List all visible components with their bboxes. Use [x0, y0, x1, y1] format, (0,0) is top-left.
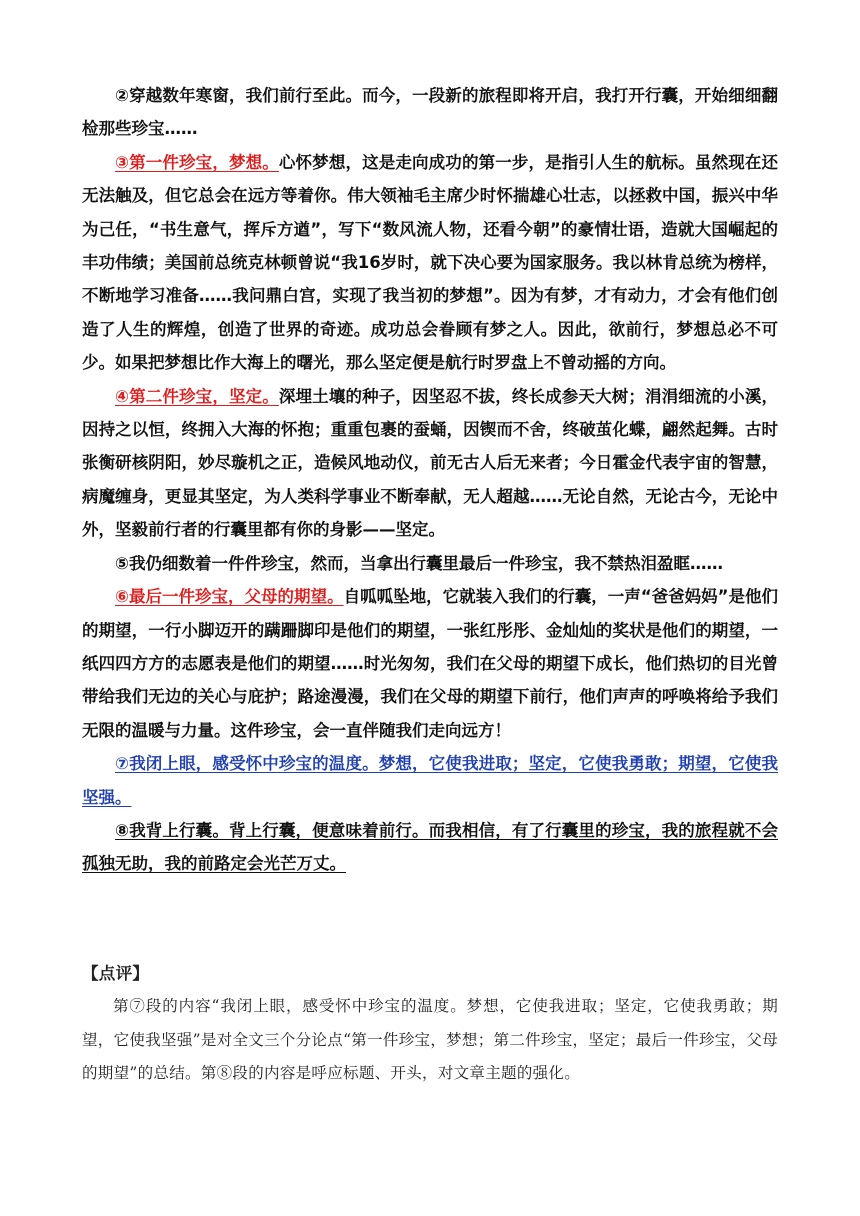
paragraph-5-text: ⑤我仍细数着一件件珍宝，然而，当拿出行囊里最后一件珍宝，我不禁热泪盈眶……: [115, 553, 723, 573]
commentary-heading: 【点评】: [82, 964, 150, 983]
commentary-text: 第⑦段的内容“我闭上眼，感受怀中珍宝的温度。梦想，它使我进取；坚定，它使我勇敢；期望，它使我坚强”是对全文三个分论点“第一件珍宝，梦想；第二件珍宝，坚定；最后一件珍宝，父母的期望”的总结。第⑧段的内容是呼应标题、开头，对文章主题的强化。: [82, 997, 778, 1083]
paragraph-4-text: 深埋土壤的种子，因坚忍不拔，终长成参天大树；涓涓细流的小溪，因持之以恒，终拥入大海的怀抱；重重包裹的蚕蛹，因锲而不舍，终破茧化蝶，翩然起舞。古时张衡研核阴阳，妙尽璇机之正，造候风地动仪，前无古人后无来者；今日霍金代表宇宙的智慧，病魔缠身，更显其坚定，为人类科学事业不断奉献，无人超越……无论自然，无论古今，无论中外，坚毅前行者的行囊里都有你的身影——坚定。: [82, 386, 778, 540]
paragraph-6: [82, 580, 778, 747]
paragraph-2: [82, 79, 778, 146]
paragraph-4: [82, 380, 778, 547]
paragraph-3: [82, 146, 778, 380]
paragraph-6-key-point: ⑥最后一件珍宝，父母的期望。: [115, 587, 344, 607]
paragraph-5: [82, 547, 778, 580]
essay-body: [82, 79, 778, 881]
paragraph-2-text: ②穿越数年寒窗，我们前行至此。而今，一段新的旅程即将开启，我打开行囊，开始细细翻检那些珍宝……: [82, 86, 778, 139]
paragraph-6-text: 自呱呱坠地，它就装入我们的行囊，一声“爸爸妈妈”是他们的期望，一行小脚迈开的蹒跚脚印是他们的期望，一张红彤彤、金灿灿的奖状是他们的期望，一纸四四方方的志愿表是他们的期望……时光匆匆，我们在父母的期望下成长，他们热切的目光曾带给我们无边的关心与庇护；路途漫漫，我们在父母的期望下前行，他们声声的呼唤将给予我们无限的温暖与力量。这件珍宝，会一直伴随我们走向远方！: [82, 587, 778, 740]
paragraph-3-key-point: ③第一件珍宝，梦想。: [115, 152, 279, 172]
paragraph-8: [82, 814, 778, 881]
paragraph-7-summary: ⑦我闭上眼，感受怀中珍宝的温度。梦想，它使我进取；坚定，它使我勇敢；期望，它使我坚强。: [82, 754, 778, 807]
paragraph-4-key-point: ④第二件珍宝，坚定。: [115, 386, 279, 406]
paragraph-8-text: ⑧我背上行囊。背上行囊，便意味着前行。而我相信，有了行囊里的珍宝，我的旅程就不会孤独无助，我的前路定会光芒万丈。: [82, 820, 778, 874]
commentary-section: [82, 956, 778, 1091]
paragraph-3-text: 心怀梦想，这是走向成功的第一步，是指引人生的航标。虽然现在还无法触及，但它总会在远方等着你。伟大领袖毛主席少时怀揣雄心壮志，以拯救中国，振兴中华为己任，“书生意气，挥斥方遒”，写下“数风流人物，还看今朝”的豪情壮语，造就大国崛起的丰功伟绩；美国前总统克林顿曾说“我16岁时，就下决心要为国家服务。我以林肯总统为榜样，不断地学习准备……我问鼎白宫，实现了我当初的梦想”。因为有梦，才有动力，才会有他们创造了人生的辉煌，创造了世界的奇迹。成功总会眷顾有梦之人。因此，欲前行，梦想总必不可少。如果把梦想比作大海上的曙光，那么坚定便是航行时罗盘上不曾动摇的方向。: [82, 152, 778, 373]
paragraph-7: [82, 747, 778, 814]
